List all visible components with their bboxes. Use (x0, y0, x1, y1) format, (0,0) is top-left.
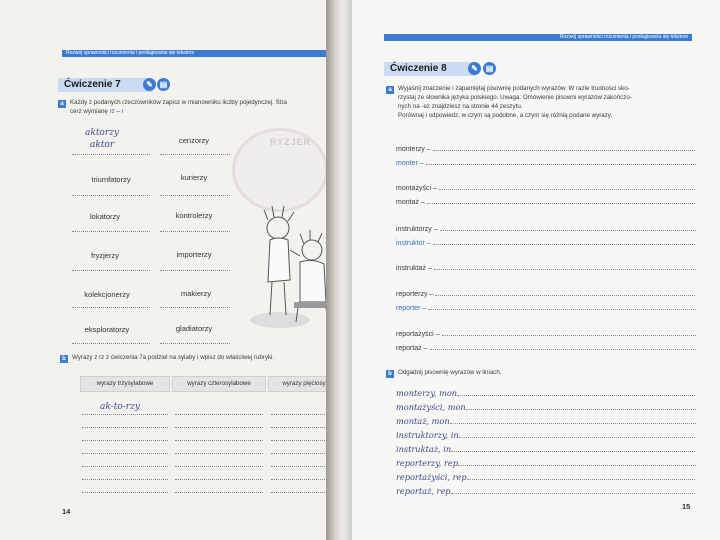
answer-line (72, 343, 150, 344)
answer-line (72, 270, 150, 271)
pencil-icon: ✎ (468, 62, 481, 75)
section-header-bar: Rozwój sprawności rozumienia i posługiwania się tekstem (62, 50, 328, 57)
definition-line: monter – (396, 159, 696, 167)
task-a-instruction: nych na -eż znajdziesz na stronie 44 zeszytu. (398, 103, 523, 110)
handwritten-syllables: ak-to-rzy (100, 402, 140, 412)
word-item: gladiatorzy (175, 324, 213, 333)
column-header: wyrazy trzysylabowe (80, 376, 170, 392)
handwritten-line: monterzy, mon (396, 388, 696, 398)
task-b-marker: b (386, 370, 394, 378)
exercise-title: Ćwiczenie 7 (58, 78, 152, 92)
word-item: kurierzy (180, 173, 208, 182)
page-number: 15 (682, 502, 691, 511)
answer-line (72, 307, 150, 308)
book-gutter (326, 0, 354, 540)
page-number: 14 (62, 507, 71, 516)
handwritten-line: montaż, mon (396, 416, 696, 426)
answer-line (82, 466, 168, 467)
definition-line: reportażyści – (396, 330, 696, 338)
task-a-instruction: Porównaj i odpowiedz, w czym są podobne, a czym się różnią podane wyrazy. (398, 112, 613, 119)
definition-line: reporterzy – (396, 290, 696, 298)
task-a-instruction: Każdy z podanych rzeczowników zapisz w mianowniku liczby pojedynczej. Stra (70, 99, 288, 106)
barbershop-illustration (250, 190, 328, 335)
task-b-marker: b (60, 355, 68, 363)
answer-line (82, 440, 168, 441)
answer-line (160, 154, 230, 155)
answer-line (175, 453, 263, 454)
answer-line (271, 440, 328, 441)
answer-line (82, 427, 168, 428)
workbook-page-right (352, 0, 720, 540)
word-item: lokatorzy (89, 212, 120, 221)
word-item: fryzjerzy (91, 251, 119, 260)
answer-line (160, 343, 230, 344)
answer-line (175, 466, 263, 467)
word-item: kolekcjonerzy (84, 290, 130, 299)
definition-line: montaż – (396, 198, 696, 206)
definition-line: montażyści – (396, 184, 696, 192)
answer-line (271, 492, 328, 493)
answer-line (271, 479, 328, 480)
word-item: kontrolerzy (175, 211, 213, 220)
column-header: wyrazy pięciosy (268, 376, 328, 392)
handwritten-line: reportaż, rep (396, 486, 696, 496)
answer-line (271, 427, 328, 428)
word-item: makierzy (180, 289, 211, 298)
section-header-bar: Rozwój sprawności rozumienia i posługiwania się tekstem (384, 34, 692, 41)
word-item: importerzy (176, 250, 212, 259)
task-a-instruction: rzystaj ze słownika języka polskiego. Uwaga: Omówienie pisowni wyrazów zakończo- (398, 94, 632, 101)
answer-line (175, 492, 263, 493)
definition-line: reportaż – (396, 344, 696, 352)
handwritten-word: aktorzy (85, 128, 119, 138)
answer-line (160, 270, 230, 271)
task-a-marker: a (58, 100, 66, 108)
column-header: wyrazy czterosylabowe (172, 376, 266, 392)
exercise-title: Ćwiczenie 8 (384, 62, 476, 76)
pencil-icon: ✎ (143, 78, 156, 91)
book-icon: ▤ (483, 62, 496, 75)
answer-line (82, 414, 168, 415)
answer-line (160, 307, 230, 308)
definition-line: reporter – (396, 304, 696, 312)
handwritten-line: instruktaż, in (396, 444, 696, 454)
answer-line (175, 440, 263, 441)
task-a-instruction: Wyjaśnij znaczenie i zapamiętaj pisownię podanych wyrazów. W razie trudności sko- (398, 85, 630, 92)
word-item: triumfatorzy (91, 175, 131, 184)
task-b-instruction: Odgadnij pisownię wyrazów w liniach. (398, 369, 502, 376)
answer-line (82, 479, 168, 480)
definition-line: monterzy – (396, 145, 696, 153)
answer-line (271, 466, 328, 467)
answer-line (72, 154, 150, 155)
answer-line (82, 453, 168, 454)
handwritten-line: reportażyści, rep (396, 472, 696, 482)
answer-line (160, 195, 230, 196)
answer-line (175, 427, 263, 428)
workbook-page-left (0, 0, 328, 540)
definition-line: instruktorzy – (396, 225, 696, 233)
task-a-marker: a (386, 86, 394, 94)
answer-line (271, 453, 328, 454)
stamp-text: RYZJER (270, 137, 312, 147)
answer-line (175, 479, 263, 480)
task-a-instruction-cont: cerz wymianę rz – r (70, 108, 124, 115)
definition-line: instruktor – (396, 239, 696, 247)
answer-line (175, 414, 263, 415)
book-icon: ▤ (157, 78, 170, 91)
word-item: cenzorzy (178, 136, 209, 145)
answer-line (160, 231, 230, 232)
word-item: eksploratorzy (84, 325, 130, 334)
handwritten-line: reporterzy, rep (396, 458, 696, 468)
task-b-instruction: Wyrazy z rz z ćwiczenia 7a podziel na sylaby i wpisz do właściwej rubryki. (72, 354, 275, 361)
answer-line (271, 414, 328, 415)
handwritten-line: instruktorzy, in (396, 430, 696, 440)
handwritten-line: montażyści, mon (396, 402, 696, 412)
answer-line (82, 492, 168, 493)
answer-line (72, 195, 150, 196)
handwritten-answer: aktor (90, 140, 115, 150)
answer-line (72, 231, 150, 232)
definition-line: instruktaż – (396, 264, 696, 272)
